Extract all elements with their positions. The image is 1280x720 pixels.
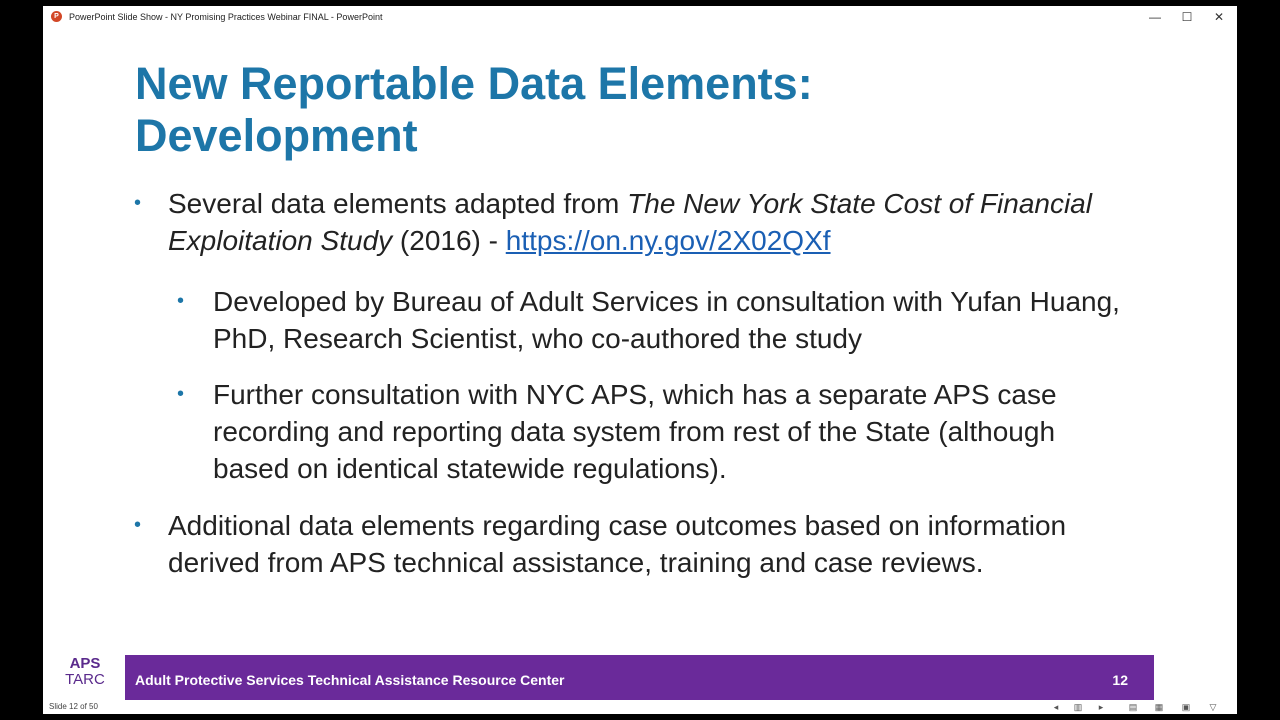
bullet-dot: • <box>134 192 142 214</box>
slide[interactable] <box>43 28 1237 700</box>
slide-title <box>135 58 1135 162</box>
reading-view-icon[interactable]: ▣ <box>1181 702 1191 712</box>
normal-view-icon[interactable]: ▤ <box>1128 702 1138 712</box>
bullet-text: Several data elements adapted from <box>168 188 628 219</box>
footer-text: Adult Protective Services Technical Assistance Resource Center <box>135 672 565 688</box>
bullet-dot: • <box>177 290 185 312</box>
bullet-additional <box>134 507 1118 581</box>
footer-bar <box>125 655 1154 703</box>
bullet-text: (2016) - <box>392 225 506 256</box>
slideshow-menu-icon[interactable]: ▽ <box>1209 702 1217 712</box>
slide-number: 12 <box>1112 672 1128 688</box>
presentation-window <box>43 6 1237 714</box>
bullet-developed-by <box>177 283 1133 357</box>
window-title: PowerPoint Slide Show - NY Promising Practices Webinar FINAL - PowerPoint <box>69 12 383 22</box>
bullet-cost-study <box>134 185 1118 259</box>
slide-sorter-icon[interactable]: ▥ <box>1073 702 1083 712</box>
bullet-nyc-aps <box>177 376 1133 487</box>
bullet-text: Developed by Bureau of Adult Services in consultation with Yufan Huang, PhD, Research Scientist, who co-authored the study <box>213 286 1120 354</box>
logo-bottom: TARC <box>65 671 105 688</box>
maximize-button[interactable]: ☐ <box>1181 10 1193 24</box>
bullet-text: Further consultation with NYC APS, which has a separate APS case recording and reporting data system from rest of the State (although based on identical statewide regulations). <box>213 379 1057 484</box>
bullet-dot: • <box>134 514 142 536</box>
bullet-dot: • <box>177 383 185 405</box>
minimize-button[interactable]: — <box>1149 10 1161 24</box>
study-link[interactable]: https://on.ny.gov/2X02QXf <box>505 225 831 256</box>
title-bar <box>43 6 1237 28</box>
status-bar <box>43 700 1237 714</box>
aps-tarc-logo <box>53 656 117 698</box>
grid-view-icon[interactable]: ▦ <box>1154 702 1164 712</box>
previous-slide-icon[interactable]: ◂ <box>1053 702 1059 712</box>
logo-top: APS <box>69 655 101 672</box>
bullet-text: Additional data elements regarding case outcomes based on information derived from APS technical assistance, training and case reviews. <box>168 510 1067 578</box>
slide-counter: Slide 12 of 50 <box>49 702 98 711</box>
slide-title-line2: Development <box>135 110 418 161</box>
study-title: The New York State Cost of Financial Exploitation Study <box>168 188 1092 256</box>
powerpoint-icon: P <box>51 11 62 22</box>
next-slide-icon[interactable]: ▸ <box>1098 702 1104 712</box>
close-button[interactable]: ✕ <box>1213 10 1225 24</box>
slide-title-line1: New Reportable Data Elements: <box>135 58 813 109</box>
